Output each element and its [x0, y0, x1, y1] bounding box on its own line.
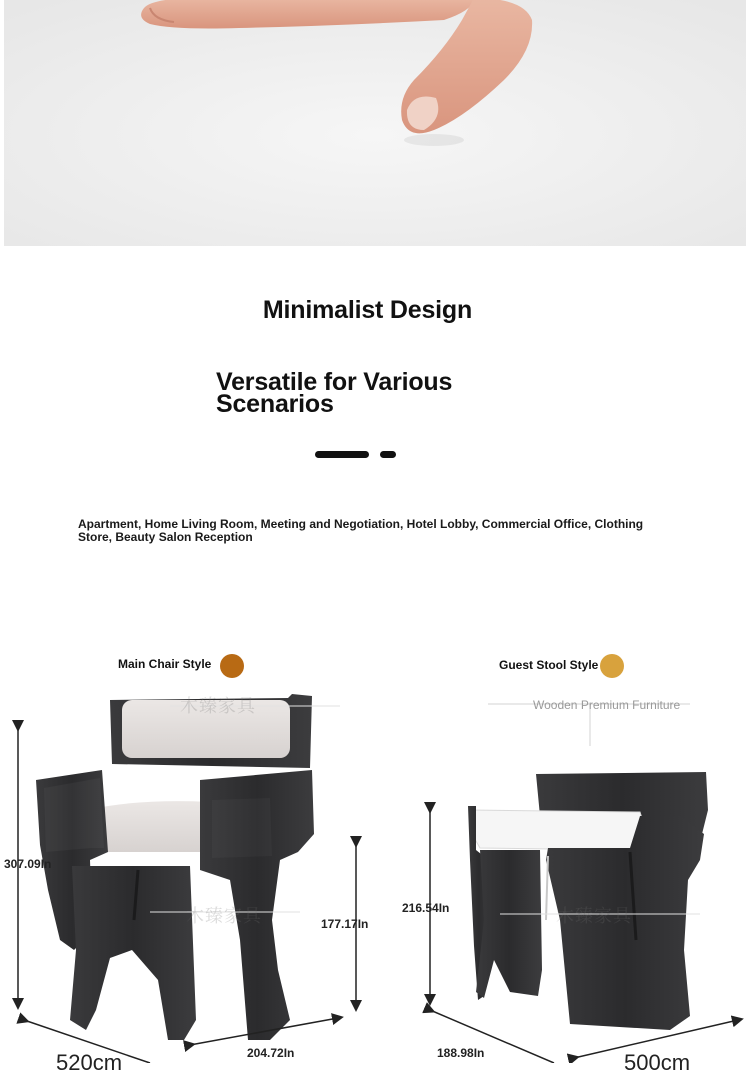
watermark-logo: 木臻家具 — [556, 906, 632, 926]
main-chair-height: 307.09In — [4, 857, 52, 871]
main-chair-seat-height: 177.17In — [321, 917, 369, 931]
hand-on-cushion-illustration — [4, 0, 746, 246]
main-chair-color-swatch[interactable] — [220, 654, 244, 678]
main-chair-depth: 204.72In — [247, 1046, 295, 1060]
guest-stool-depth: 188.98In — [437, 1046, 485, 1060]
carousel-indicator-active[interactable] — [315, 451, 369, 458]
watermark-logo: 木臻家具 — [186, 906, 262, 926]
main-chair-image — [36, 694, 314, 1040]
guest-stool-width: 500cm — [624, 1050, 691, 1075]
scenarios-text: Apartment, Home Living Room, Meeting and Negotiation, Hotel Lobby, Commercial Office, Clothing Store, Beauty Salon Reception — [78, 517, 644, 544]
guest-stool-height: 216.54In — [402, 901, 450, 915]
section-title: Minimalist Design — [262, 296, 473, 324]
guest-stool-style-label: Guest Stool Style — [499, 658, 599, 672]
furniture-dimensions-illustration — [0, 620, 750, 1063]
main-chair-width: 520cm — [56, 1050, 123, 1075]
watermark-logo: 木臻家具 — [180, 696, 256, 716]
section-subtitle: Versatile for Various Scenarios — [216, 368, 453, 418]
carousel-indicator[interactable] — [380, 451, 396, 458]
main-chair-style-label: Main Chair Style — [118, 657, 212, 671]
watermark-subtitle: Wooden Premium Furniture — [533, 698, 681, 712]
hero-image — [4, 0, 746, 246]
guest-stool-color-swatch[interactable] — [600, 654, 624, 678]
guest-stool-image — [468, 772, 708, 1030]
